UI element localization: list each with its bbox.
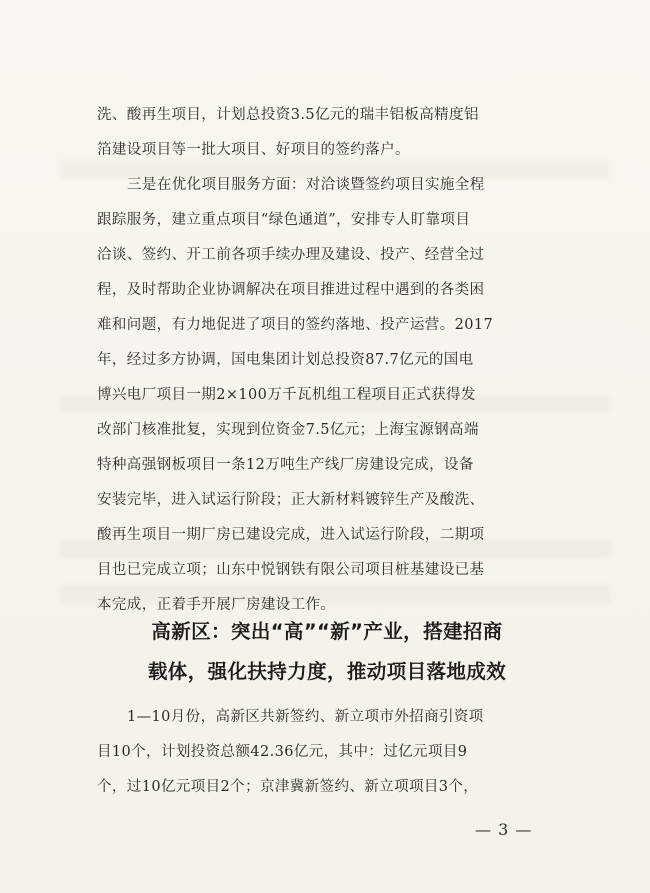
text-line: 洗、酸再生项目，计划总投资3.5亿元的瑞丰铝板高精度铝	[97, 107, 479, 123]
text-line: 洽谈、签约、开工前各项手续办理及建设、投产、经营全过	[97, 247, 485, 263]
heading-line: 载体，强化扶持力度，推动项目落地成效	[147, 660, 507, 683]
text-line: 箔建设项目等一批大项目、好项目的签约落户。	[97, 142, 410, 158]
paragraph-service-optimization	[97, 168, 559, 623]
section-heading	[82, 612, 572, 692]
text-line: 跟踪服务，建立重点项目“绿色通道”，安排专人盯靠项目	[97, 212, 471, 228]
text-line: 改部门核准批复，实现到位资金7.5亿元；上海宝源钢高端	[97, 422, 479, 438]
text-line: 年，经过多方协调，国电集团计划总投资87.7亿元的国电	[97, 352, 474, 368]
text-line: 程，及时帮助企业协调解决在项目推进过程中遇到的各类困	[97, 282, 485, 298]
heading-line: 高新区：突出“高”“新”产业，搭建招商	[151, 620, 503, 643]
text-line: 目10个，计划投资总额42.36亿元，其中：过亿元项目9	[97, 744, 468, 760]
text-line: 特种高强钢板项目一条12万吨生产线厂房建设完成，设备	[97, 457, 474, 473]
text-line: 难和问题，有力地促进了项目的签约落地、投产运营。2017	[97, 317, 494, 333]
text-line: 酸再生项目一期厂房已建设完成，进入试运行阶段，二期项	[97, 527, 485, 543]
text-line: 1—10月份，高新区共新签约、新立项市外招商引资项	[127, 709, 484, 725]
text-line: 个，过10亿元项目2个；京津冀新签约、新立项项目3个，	[97, 779, 479, 795]
text-line: 安装完毕，进入试运行阶段；正大新材料镀锌生产及酸洗、	[97, 492, 485, 508]
paragraph-continuation	[97, 98, 559, 168]
page-number: — 3 —	[475, 820, 533, 839]
paragraph-hightech-zone	[97, 700, 559, 805]
text-line: 目也已完成立项；山东中悦钢铁有限公司项目桩基建设已基	[97, 562, 485, 578]
text-line: 本完成，正着手开展厂房建设工作。	[97, 597, 336, 613]
text-line: 博兴电厂项目一期2×100万千瓦机组工程项目正式获得发	[97, 387, 476, 403]
text-line: 三是在优化项目服务方面：对洽谈暨签约项目实施全程	[127, 177, 485, 193]
